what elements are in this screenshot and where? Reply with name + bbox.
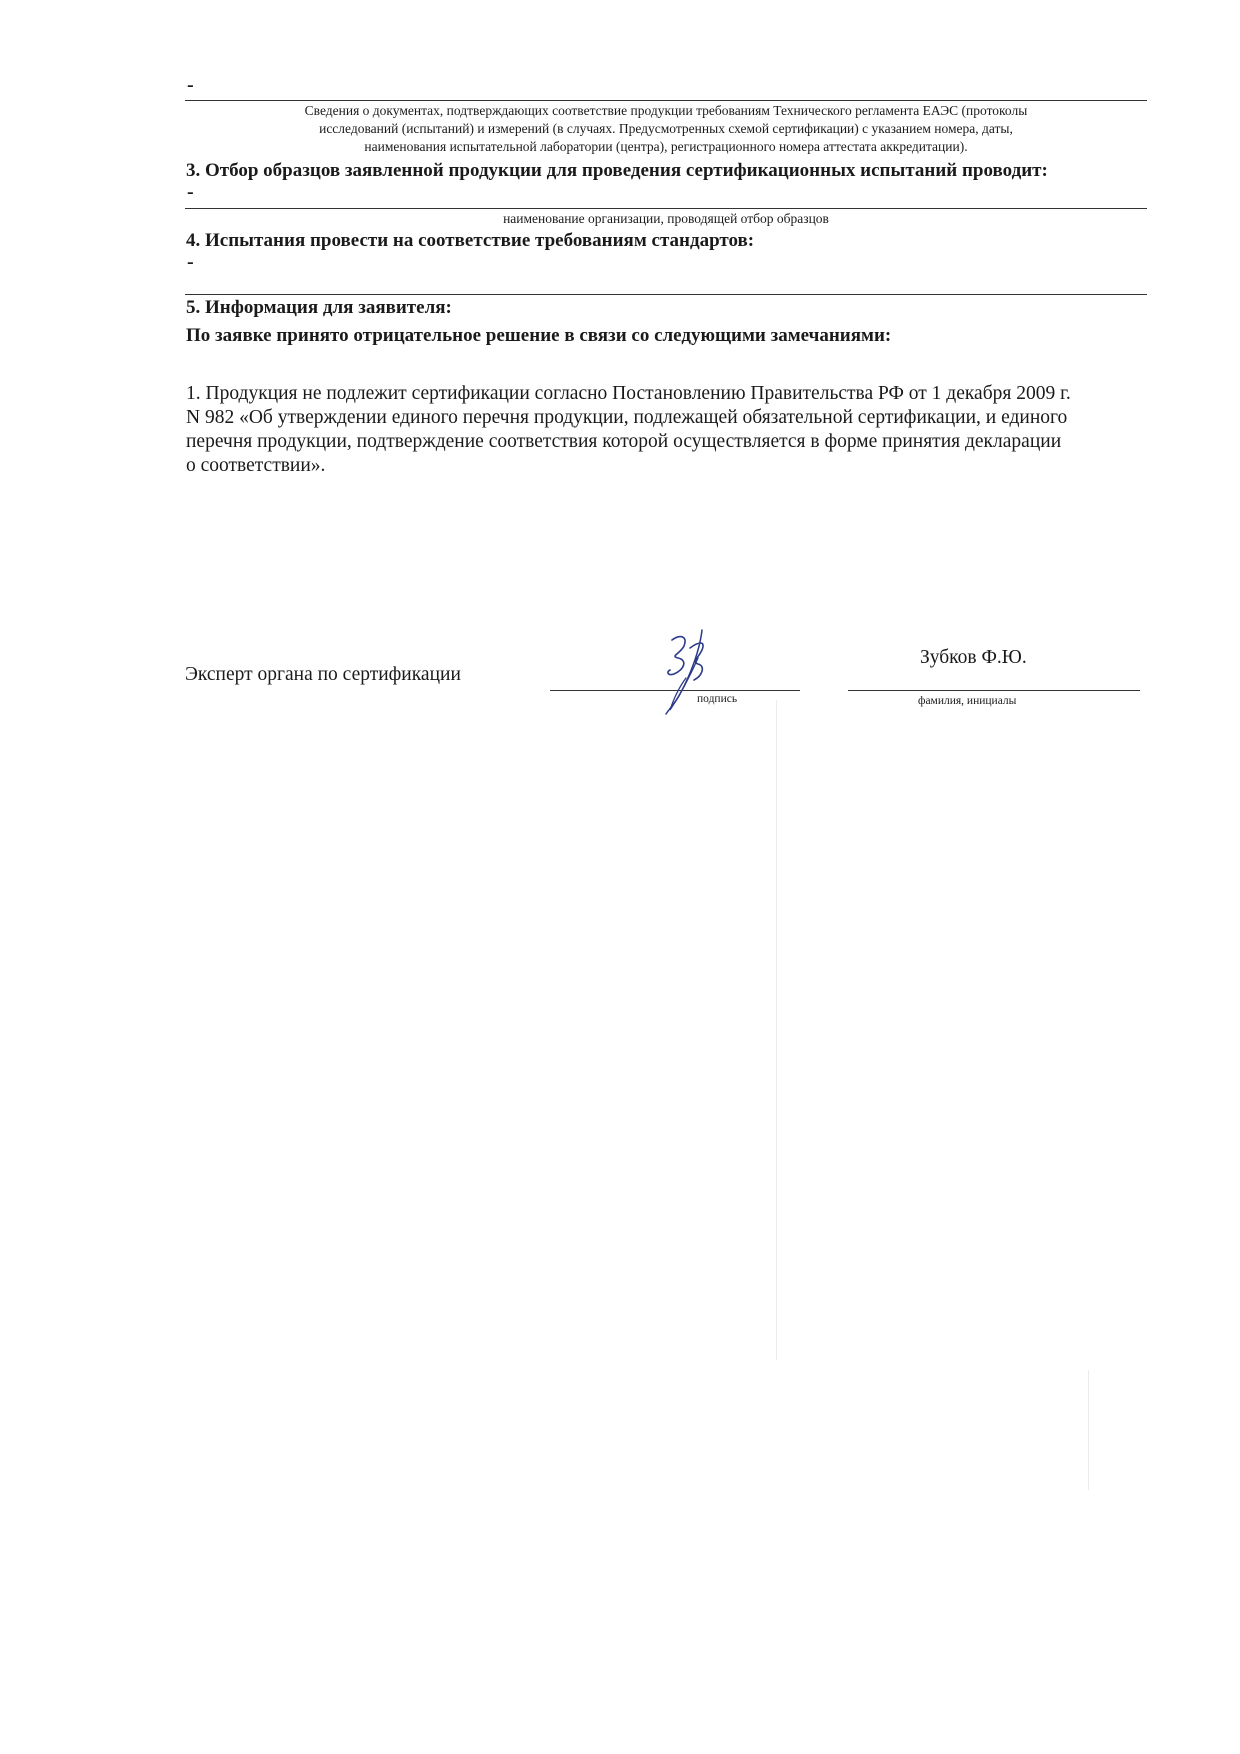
scan-artifact-line [776,700,777,1360]
remark-line-4: о соответствии». [186,455,326,476]
signature-caption: подпись [697,693,738,705]
section2-caption-line-2: исследований (испытаний) и измерений (в случаях. Предусмотренных схемой сертификации) с указанием номера, даты, [319,121,1013,136]
section2-underline [185,100,1147,101]
name-line [848,690,1140,691]
section3-value: - [187,181,194,203]
section5-subheading: По заявке принято отрицательное решение в связи со следующими замечаниями: [186,325,892,346]
section4-heading: 4. Испытания провести на соответствие требованиям стандартов: [186,230,755,251]
section3-caption: наименование организации, проводящей отбор образцов [503,211,829,226]
section4-underline [185,294,1147,295]
handwritten-signature [640,628,730,718]
remark-line-3: перечня продукции, подтверждение соответствия которой осуществляется в форме принятия декларации [186,431,1062,452]
section3-underline [185,208,1147,209]
name-caption: фамилия, инициалы [918,695,1017,707]
section2-caption-line-3: наименования испытательной лаборатории (центра), регистрационного номера аттестата аккредитации). [364,139,968,154]
section2-caption [185,102,1147,156]
section5-remarks [186,382,1071,478]
expert-role-label: Эксперт органа по сертификации [185,664,461,685]
expert-name: Зубков Ф.Ю. [920,647,1027,668]
remark-line-1: 1. Продукция не подлежит сертификации согласно Постановлению Правительства РФ от 1 декабря 2009 г. [186,383,1071,404]
section4-value: - [187,251,194,273]
section3-heading: 3. Отбор образцов заявленной продукции для проведения сертификационных испытаний проводит: [186,160,1048,181]
section5-heading: 5. Информация для заявителя: [186,297,452,318]
scan-artifact-line [1088,1370,1089,1490]
section2-value: - [187,74,194,96]
remark-line-2: N 982 «Об утверждении единого перечня продукции, подлежащей обязательной сертификации, и единого [186,407,1068,428]
section2-caption-line-1: Сведения о документах, подтверждающих соответствие продукции требованиям Технического регламента ЕАЭС (протоколы [304,103,1028,118]
